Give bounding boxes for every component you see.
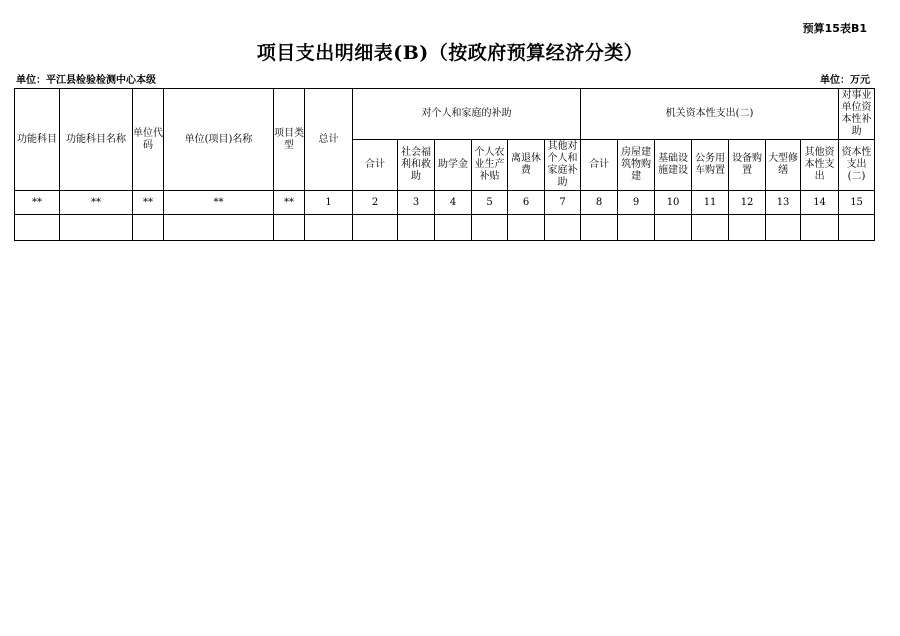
col-header-unit-name: 单位(项目)名称: [164, 89, 274, 191]
table-cell: 12: [729, 191, 766, 215]
table-cell: **: [133, 191, 164, 215]
sub-header-cell: 合计: [353, 140, 398, 191]
sub-header-cell: 个人农业生产补贴: [472, 140, 508, 191]
table-cell: 3: [398, 191, 435, 215]
table-cell: **: [274, 191, 305, 215]
sub-header-cell: 其他资本性支出: [801, 140, 839, 191]
table-cell[interactable]: [581, 215, 618, 241]
table-cell[interactable]: [472, 215, 508, 241]
table-cell: 4: [435, 191, 472, 215]
table-cell: 9: [618, 191, 655, 215]
table-cell[interactable]: [729, 215, 766, 241]
sub-header-cell: 设备购置: [729, 140, 766, 191]
table-cell[interactable]: [164, 215, 274, 241]
sub-header-cell: 合计: [581, 140, 618, 191]
sub-header-cell: 房屋建筑物购建: [618, 140, 655, 191]
table-cell[interactable]: [692, 215, 729, 241]
sub-header-cell: 离退休费: [508, 140, 545, 191]
table-cell[interactable]: [545, 215, 581, 241]
sub-header-cell: 大型修缮: [766, 140, 801, 191]
col-header-total: 总计: [305, 89, 353, 191]
table-cell: **: [164, 191, 274, 215]
table-cell: 10: [655, 191, 692, 215]
sub-header-cell: 资本性支出(二): [839, 140, 875, 191]
table-cell: 13: [766, 191, 801, 215]
col-header-unit-code: 单位代码: [133, 89, 164, 191]
table-cell[interactable]: [60, 215, 133, 241]
page-title: 项目支出明细表(B)（按政府预算经济分类）: [256, 42, 644, 64]
table-cell[interactable]: [618, 215, 655, 241]
table-cell[interactable]: [435, 215, 472, 241]
table-cell[interactable]: [274, 215, 305, 241]
header-row-groups: [15, 89, 875, 140]
form-code: 预算15表B1: [802, 22, 867, 35]
sub-header-cell: 其他对个人和家庭补助: [545, 140, 581, 191]
table-row: [15, 215, 875, 241]
table-cell: 15: [839, 191, 875, 215]
group-header-personal-subsidy: 对个人和家庭的补助: [353, 89, 581, 140]
table-cell: **: [15, 191, 60, 215]
table-cell[interactable]: [655, 215, 692, 241]
col-header-func-subject-name: 功能科目名称: [60, 89, 133, 191]
table-cell: 11: [692, 191, 729, 215]
table-cell: **: [60, 191, 133, 215]
table-cell: 1: [305, 191, 353, 215]
table-cell[interactable]: [305, 215, 353, 241]
table-cell: 6: [508, 191, 545, 215]
table-cell: 8: [581, 191, 618, 215]
table-cell: 5: [472, 191, 508, 215]
group-header-public-capital-subsidy: 对事业单位资本性补助: [839, 89, 875, 140]
col-header-func-subject: 功能科目: [15, 89, 60, 191]
table-cell[interactable]: [398, 215, 435, 241]
index-row: [15, 191, 875, 215]
table-cell[interactable]: [508, 215, 545, 241]
sub-header-cell: 社会福利和救助: [398, 140, 435, 191]
table-cell[interactable]: [133, 215, 164, 241]
table-cell[interactable]: [839, 215, 875, 241]
group-header-capital-expense: 机关资本性支出(二): [581, 89, 839, 140]
table-cell[interactable]: [353, 215, 398, 241]
sub-header-cell: 基础设施建设: [655, 140, 692, 191]
unit-organization: 单位：平江县检验检测中心本级: [16, 75, 156, 86]
table-cell: 7: [545, 191, 581, 215]
table-cell: 14: [801, 191, 839, 215]
sub-header-cell: 公务用车购置: [692, 140, 729, 191]
sub-header-cell: 助学金: [435, 140, 472, 191]
table-cell: 2: [353, 191, 398, 215]
table-cell[interactable]: [15, 215, 60, 241]
table-cell[interactable]: [766, 215, 801, 241]
unit-currency: 单位：万元: [820, 75, 870, 86]
expense-table: [14, 88, 875, 241]
col-header-project-type: 项目类型: [274, 89, 305, 191]
table-cell[interactable]: [801, 215, 839, 241]
